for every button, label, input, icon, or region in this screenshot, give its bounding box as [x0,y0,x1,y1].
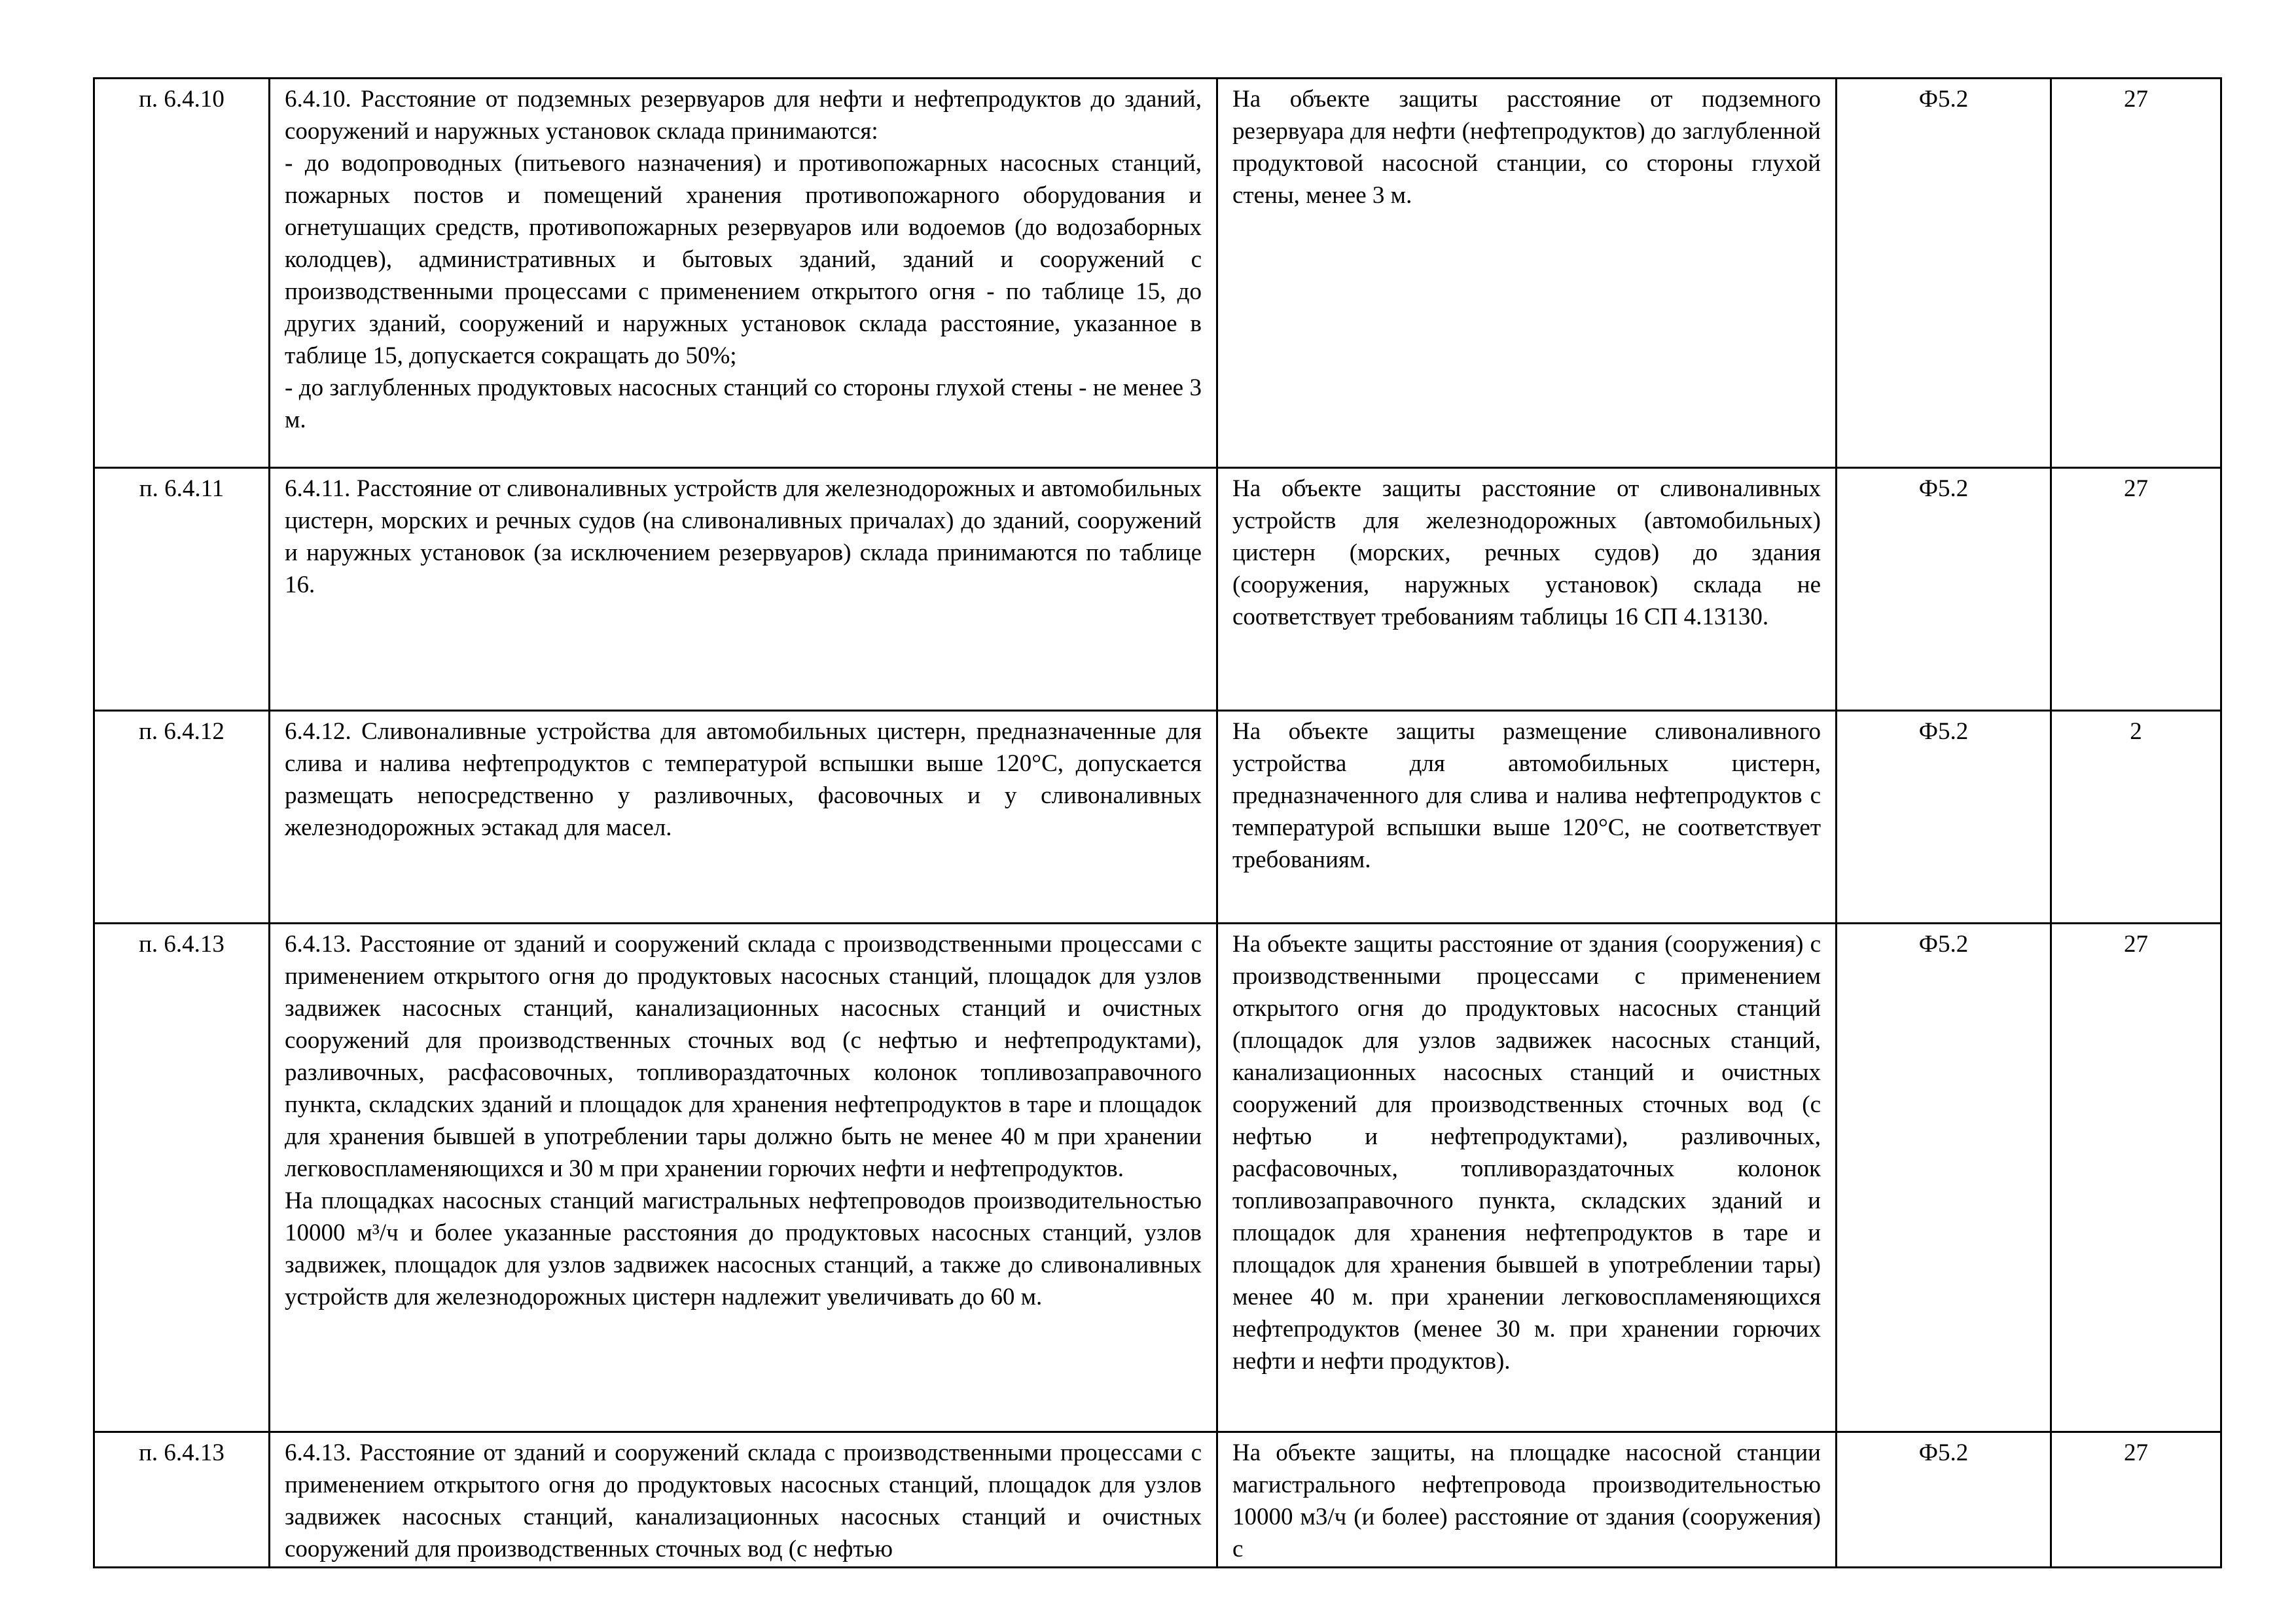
item-number: 27 [2051,79,2221,468]
violation-description: На объекте защиты размещение сливоналивного устройства для автомобильных цистерн, предназначенного для слива и налива нефтепродуктов с температурой вспышки выше 120°С, не соответствует требованиям. [1217,711,1837,924]
hazard-class: Ф5.2 [1837,924,2051,1432]
table-row [94,924,2221,1432]
hazard-class: Ф5.2 [1837,468,2051,711]
requirement-paragraph: - до водопроводных (питьевого назначения) и противопожарных насосных станций, пожарных постов и помещений хранения противопожарного оборудования и огнетушащих средств, противопожарных резервуаров или водоемов (до водозаборных колодцев), административных и бытовых зданий, зданий и сооружений с производственными процессами с применением открытого огня - по таблице 15, до других зданий, сооружений и наружных установок склада расстояние, указанное в таблице 15, допускается сокращать до 50%; [285,150,1202,369]
requirement-paragraph: 6.4.11. Расстояние от сливоналивных устройств для железнодорожных и автомобильных цистерн, морских и речных судов (на сливоналивных причалах) до зданий, сооружений и наружных установок (за исключением резервуаров) склада принимаются по таблице 16. [285,475,1202,598]
table-row [94,1432,2221,1568]
table-row [94,711,2221,924]
hazard-class: Ф5.2 [1837,711,2051,924]
clause-reference: п. 6.4.10 [94,79,270,468]
table-row [94,79,2221,468]
requirement-text [270,468,1217,711]
violation-description: На объекте защиты, на площадке насосной станции магистрального нефтепровода производительностью 10000 м3/ч (и более) расстояние от здания (сооружения) с [1217,1432,1837,1568]
requirement-paragraph: На площадках насосных станций магистральных нефтепроводов производительностью 10000 м³/ч и более указанные расстояния до продуктовых насосных станций, узлов задвижек, площадок для узлов задвижек насосных станций, а также до сливоналивных устройств для железнодорожных цистерн надлежит увеличивать до 60 м. [285,1187,1202,1310]
item-number: 27 [2051,1432,2221,1568]
requirements-table [93,77,2222,1568]
requirement-text [270,924,1217,1432]
violation-description: На объекте защиты расстояние от подземного резервуара для нефти (нефтепродуктов) до заглубленной продуктовой насосной станции, со стороны глухой стены, менее 3 м. [1217,79,1837,468]
hazard-class: Ф5.2 [1837,1432,2051,1568]
clause-reference: п. 6.4.13 [94,924,270,1432]
hazard-class: Ф5.2 [1837,79,2051,468]
requirement-text [270,711,1217,924]
table-row [94,468,2221,711]
requirement-paragraph: 6.4.10. Расстояние от подземных резервуаров для нефти и нефтепродуктов до зданий, сооружений и наружных установок склада принимаются: [285,86,1202,145]
clause-reference: п. 6.4.12 [94,711,270,924]
requirement-paragraph: 6.4.13. Расстояние от зданий и сооружений склада с производственными процессами с применением открытого огня до продуктовых насосных станций, площадок для узлов задвижек насосных станций, канализационных насосных станций и очистных сооружений для производственных сточных вод (с нефтью [285,1439,1202,1562]
clause-reference: п. 6.4.13 [94,1432,270,1568]
requirement-text [270,79,1217,468]
requirement-paragraph: 6.4.13. Расстояние от зданий и сооружений склада с производственными процессами с применением открытого огня до продуктовых насосных станций, площадок для узлов задвижек насосных станций, канализационных насосных станций и очистных сооружений для производственных сточных вод (с нефтью и нефтепродуктами), разливочных, расфасовочных, топливораздаточных колонок топливозаправочного пункта, складских зданий и площадок для хранения нефтепродуктов в таре и площадок для хранения бывшей в употреблении тары должно быть не менее 40 м при хранении легковоспламеняющихся и 30 м при хранении горючих нефти и нефтепродуктов. [285,931,1202,1182]
violation-description: На объекте защиты расстояние от здания (сооружения) с производственными процессами с применением открытого огня до продуктовых насосных станций (площадок для узлов задвижек насосных станций, канализационных насосных станций и очистных сооружений для производственных сточных вод (с нефтью и нефтепродуктами), разливочных, расфасовочных, топливораздаточных колонок топливозаправочного пункта, складских зданий и площадок для хранения нефтепродуктов в таре и площадок для хранения бывшей в употреблении тары) менее 40 м. при хранении легковоспламеняющихся нефтепродуктов (менее 30 м. при хранении горючих нефти и нефти продуктов). [1217,924,1837,1432]
requirement-paragraph: - до заглубленных продуктовых насосных станций со стороны глухой стены - не менее 3 м. [285,374,1202,433]
item-number: 2 [2051,711,2221,924]
item-number: 27 [2051,924,2221,1432]
item-number: 27 [2051,468,2221,711]
violation-description: На объекте защиты расстояние от сливоналивных устройств для железнодорожных (автомобильных) цистерн (морских, речных судов) до здания (сооружения, наружных установок) склада не соответствует требованиям таблицы 16 СП 4.13130. [1217,468,1837,711]
requirement-paragraph: 6.4.12. Сливоналивные устройства для автомобильных цистерн, предназначенные для слива и налива нефтепродуктов с температурой вспышки выше 120°С, допускается размещать непосредственно у разливочных, фасовочных и у сливоналивных железнодорожных эстакад для масел. [285,718,1202,841]
requirement-text [270,1432,1217,1568]
clause-reference: п. 6.4.11 [94,468,270,711]
